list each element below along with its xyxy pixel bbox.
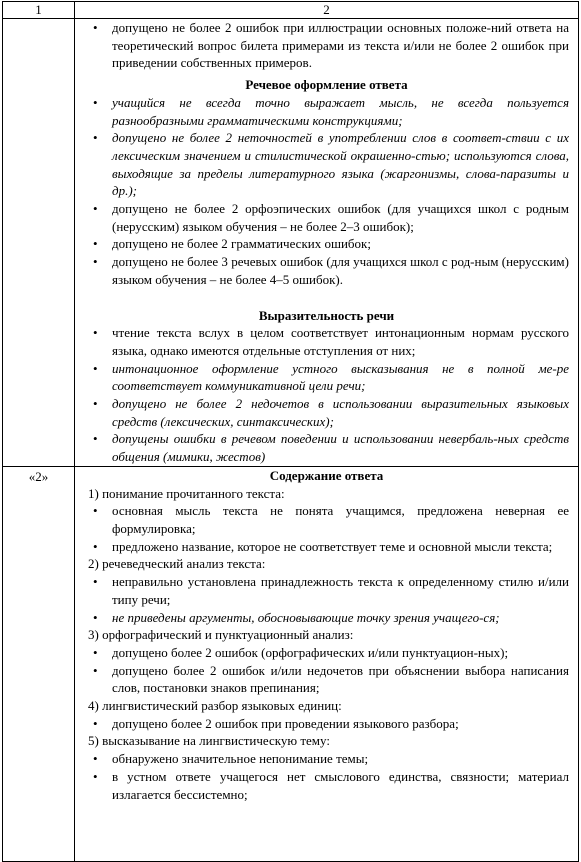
bullet-icon: • [93,201,98,217]
list-item [75,235,578,253]
grade-row-2 [3,466,579,861]
list-item [75,750,578,768]
column-number-1: 1 [3,2,75,19]
group-title: 2) речеведческий анализ текста: [88,556,266,572]
bullet-icon: • [93,94,98,110]
list-item [75,573,578,608]
bullet-icon: • [93,574,98,590]
list-item-text: учащийся не всегда точно выражает мысль, не всегда пользуется разнообразными грамматическими конструкциями; [112,94,569,128]
criteria-cell-2 [75,466,579,861]
list-item [75,538,578,556]
bullet-icon: • [93,644,98,660]
list-item-text: допущено не более 2 ошибок при иллюстрации основных положе-ний ответа на теоретический вопрос билета примерами из текста и/или не более 2 ошибок при приведении собственных примеров. [112,20,569,71]
list-item-text: обнаружено значительное непонимание темы; [112,751,369,767]
bullet-icon: • [93,503,98,519]
list-item-text: основная мысль текста не понята учащимся, предложена неверная ее формулировка; [112,503,569,536]
bullet-icon: • [93,130,98,146]
list-item [75,662,578,697]
group-title: 3) орфографический и пунктуационный анализ: [88,627,354,643]
grading-table [2,1,579,862]
bullet-icon: • [93,396,98,412]
list-item [75,715,578,733]
content-heading: Содержание ответа [269,467,384,483]
bullet-icon: • [93,325,98,341]
list-item-text: неправильно установлена принадлежность текста к определенному стилю и/или типу речи; [112,574,569,607]
list-item [75,502,578,537]
list-item-text: допущены ошибки в речевом поведении и использовании невербаль-ных средств общения (мимики, жестов) [112,431,569,465]
list-item-text: предложено название, которое не соответствует теме и основной мысли текста; [112,538,553,554]
list-item-text: допущено более 2 ошибок (орфографических и/или пунктуацион-ных); [112,644,509,660]
list-item [75,94,578,129]
list-item-text: допущено не более 2 неточностей в употреблении слов в соответ-ствии с их лексическим значением и стилистической окрашенно-стью; используются слова, выходящие за пределы литературного языка (жаргонизмы, слова-паразиты и др.); [112,130,569,199]
grade-cell: «2» [3,466,75,861]
list-item [75,19,578,72]
speech-list [75,94,578,289]
content-groups [75,485,578,804]
speech-heading: Речевое оформление ответа [245,77,408,93]
list-item-text: не приведены аргументы, обосновывающие точку зрения учащего-ся; [112,609,500,625]
list-item [75,360,578,395]
list-item-text: допущено не более 3 речевых ошибок (для учащихся школ с род-ным (нерусским) языком обучения – не более 4–5 ошибок). [112,254,569,287]
bullet-icon: • [93,538,98,554]
bullet-icon: • [93,20,98,35]
list-item-text: интонационное оформление устного высказывания не в полной ме-ре соответствует коммуникативной цели речи; [112,360,569,394]
list-item [75,768,578,803]
bullet-icon: • [93,768,98,784]
expressiveness-heading: Выразительность речи [258,307,395,323]
column-number-2: 2 [75,2,579,19]
bullet-icon: • [93,431,98,447]
bullet-icon: • [93,662,98,678]
list-item-text: допущено более 2 ошибок при проведении языкового разбора; [112,715,459,731]
list-item-text: чтение текста вслух в целом соответствует интонационным нормам русского языка, однако имеются отдельные отступления от них; [112,325,569,358]
grade-cell-empty [3,19,75,467]
list-item-text: допущено не более 2 грамматических ошибок; [112,236,371,252]
list-item [75,253,578,288]
list-item [75,430,578,465]
list-item [75,200,578,235]
group-title: 5) высказывание на лингвистическую тему: [88,733,330,749]
grade-row-continued [3,19,579,467]
expressiveness-list [75,324,578,466]
list-item-text: в устном ответе учащегося нет смыслового единства, связности; материал излагается бессистемно; [112,768,569,802]
list-item [75,129,578,200]
bullet-icon: • [93,715,98,731]
list-item [75,609,578,627]
bullet-icon: • [93,751,98,767]
list-item [75,324,578,359]
group-title: 4) лингвистический разбор языковых единиц: [88,698,342,714]
bullet-icon: • [93,254,98,270]
list-item [75,395,578,430]
criteria-cell [75,19,579,467]
group-title: 1) понимание прочитанного текста: [88,485,285,501]
list-item-text: допущено более 2 ошибок и/или недочетов при объяснении выбора написания слов, постановки знаков препинания; [112,662,569,696]
bullet-icon: • [93,609,98,625]
list-item [75,644,578,662]
list-item-text: допущено не более 2 недочетов в использовании выразительных языковых средств (лексических, синтаксических); [112,396,569,429]
list-item-text: допущено не более 2 орфоэпических ошибок (для учащихся школ с родным (нерусским) языком обучения – не более 2–3 ошибок); [112,201,569,234]
header-row [3,2,579,19]
bullet-icon: • [93,360,98,376]
bullet-icon: • [93,236,98,252]
